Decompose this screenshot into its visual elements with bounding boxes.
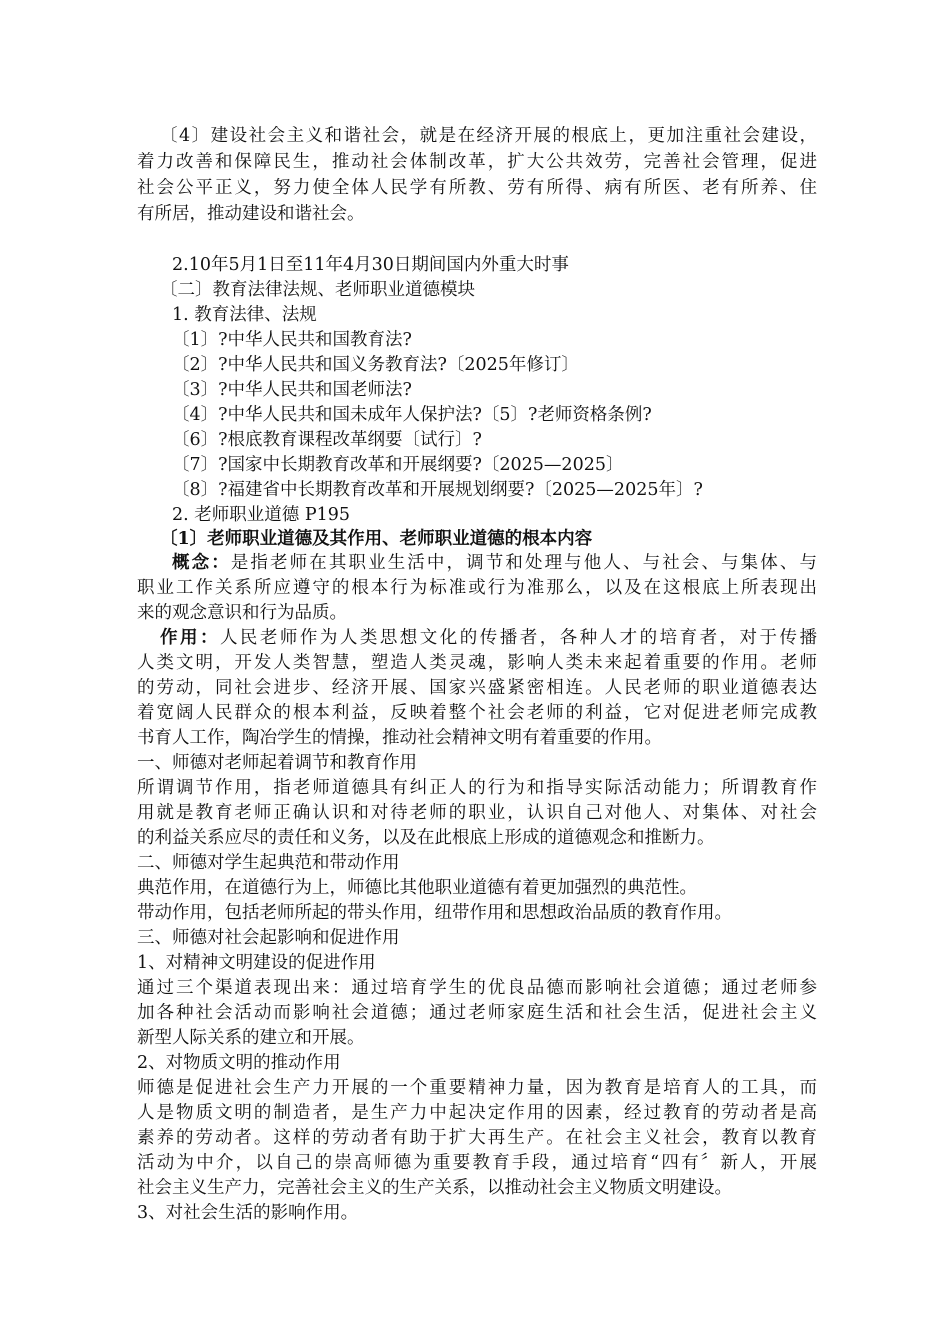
- law-item: 〔6〕?根底教育课程改革纲要〔试行〕?: [172, 430, 482, 450]
- laws-heading: 1. 教育法律、法规: [172, 305, 317, 325]
- law-item: 〔4〕?中华人民共和国未成年人保护法?〔5〕?老师资格条例?: [172, 405, 652, 425]
- para-society-line-4: 有所居，推动建设和谐社会。: [137, 204, 365, 224]
- role-line-3: 的劳动，同社会进步、经济开展、国家兴盛紧密相连。人民老师的职业道德表达: [137, 678, 817, 698]
- subsection-1-title: 1、对精神文明建设的促进作用: [137, 953, 376, 973]
- law-item: 〔1〕?中华人民共和国教育法?: [172, 330, 412, 350]
- concept-label: 概念：: [172, 553, 231, 573]
- role-label: 作用：: [160, 628, 220, 648]
- subsection-2-line: 师德是促进社会生产力开展的一个重要精神力量，因为教育是培育人的工具，而: [137, 1078, 817, 1098]
- ethics-subheading: 〔1〕老师职业道德及其作用、老师职业道德的根本内容: [160, 529, 593, 549]
- subsection-1-line: 通过三个渠道表现出来：通过培育学生的优良品德而影响社会道德；通过老师参: [137, 978, 817, 998]
- subsection-2-line: 人是物质文明的制造者，是生产力中起决定作用的因素，经过教育的劳动者是高: [137, 1103, 817, 1123]
- events-line: 2.10年5月1日至11年4月30日期间国内外重大时事: [172, 255, 569, 275]
- section-1-title: 一、师德对老师起着调节和教育作用: [137, 753, 417, 773]
- concept-line-2: 职业工作关系所应遵守的根本行为标准或行为准那么，以及在这根底上所表现出: [137, 578, 817, 598]
- para-society-line-2: 着力改善和保障民生，推动社会体制改革，扩大公共效劳，完善社会管理，促进: [137, 152, 817, 172]
- subsection-3-title: 3、对社会生活的影响作用。: [137, 1203, 359, 1223]
- law-item: 〔7〕?国家中长期教育改革和开展纲要?〔2025—2025〕: [172, 455, 624, 475]
- role-line-4: 着宽阔人民群众的根本利益，反映着整个社会老师的利益，它对促进老师完成教: [137, 703, 817, 723]
- concept-text: 是指老师在其职业生活中，调节和处理与他人、与社会、与集体、与: [230, 553, 817, 573]
- section-3-title: 三、师德对社会起影响和促进作用: [137, 928, 400, 948]
- module-title: 〔二〕教育法律法规、老师职业道德模块: [160, 280, 475, 300]
- role-line-5: 书育人工作，陶冶学生的情操，推动社会精神文明有着重要的作用。: [137, 728, 662, 748]
- concept-line-3: 来的观念意识和行为品质。: [137, 603, 347, 623]
- subsection-2-line: 活动为中介，以自己的崇高师德为重要教育手段，通过培育“四有〞新人，开展: [137, 1153, 817, 1173]
- section-2-line: 典范作用，在道德行为上，师德比其他职业道德有着更加强烈的典范性。: [137, 878, 697, 898]
- para-society-line-3: 社会公平正义，努力使全体人民学有所教、劳有所得、病有所医、老有所养、住: [137, 178, 817, 198]
- ethics-heading: 2. 老师职业道德 P195: [172, 505, 350, 525]
- section-2-title: 二、师德对学生起典范和带动作用: [137, 853, 400, 873]
- section-1-line: 所谓调节作用，指老师道德具有纠正人的行为和指导实际活动能力；所谓教育作: [137, 778, 817, 798]
- subsection-1-line: 加各种社会活动而影响社会道德；通过老师家庭生活和社会生活，促进社会主义: [137, 1003, 817, 1023]
- subsection-1-line: 新型人际关系的建立和开展。: [137, 1028, 365, 1048]
- law-item: 〔8〕?福建省中长期教育改革和开展规划纲要?〔2025—2025年〕?: [172, 480, 703, 500]
- law-item: 〔2〕?中华人民共和国义务教育法?〔2025年修订〕: [172, 355, 579, 375]
- section-1-line: 用就是教育老师正确认识和对待老师的职业，认识自己对他人、对集体、对社会: [137, 803, 817, 823]
- section-1-line: 的利益关系应尽的责任和义务，以及在此根底上形成的道德观念和推断力。: [137, 828, 715, 848]
- role-line-1: [160, 626, 817, 651]
- subsection-2-line: 社会主义生产力，完善社会主义的生产关系，以推动社会主义物质文明建设。: [137, 1178, 732, 1198]
- subsection-2-title: 2、对物质文明的推动作用: [137, 1053, 341, 1073]
- para-society-line-1: 〔4〕建设社会主义和谐社会，就是在经济开展的根底上，更加注重社会建设，: [160, 126, 817, 146]
- subsection-2-line: 素养的劳动者。这样的劳动者有助于扩大再生产。在社会主义社会，教育以教育: [137, 1128, 817, 1148]
- section-2-line: 带动作用，包括老师所起的带头作用，纽带作用和思想政治品质的教育作用。: [137, 903, 732, 923]
- role-line-2: 人类文明，开发人类智慧，塑造人类灵魂，影响人类未来起着重要的作用。老师: [137, 653, 817, 673]
- role-text: 人民老师作为人类思想文化的传播者，各种人才的培育者，对于传播: [219, 628, 817, 648]
- law-item: 〔3〕?中华人民共和国老师法?: [172, 380, 412, 400]
- concept-line-1: [172, 551, 817, 576]
